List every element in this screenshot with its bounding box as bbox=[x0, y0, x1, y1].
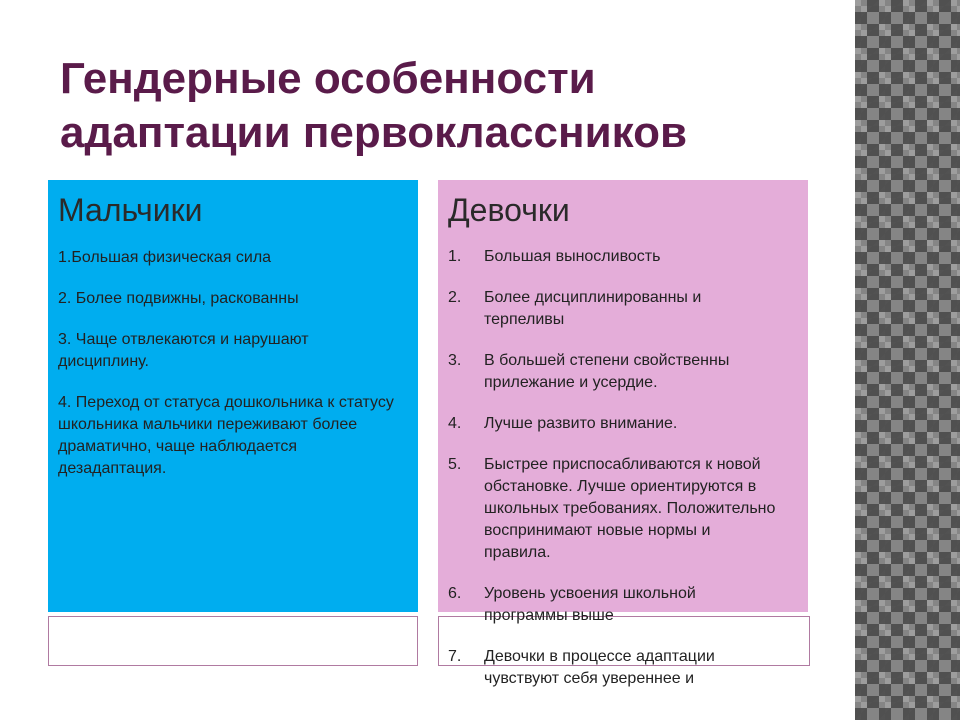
girls-item-text: Быстрее приспосабливаются к новой обстановке. Лучше ориентируются в школьных требованиях. Положительно воспринимают новые нормы и правила. bbox=[484, 456, 776, 561]
girls-item-text: Лучше развито внимание. bbox=[484, 415, 678, 432]
girls-item-text: В большей степени свойственны прилежание и усердие. bbox=[484, 352, 730, 391]
girls-heading: Девочки bbox=[448, 192, 570, 228]
girls-item-number: 3. bbox=[448, 352, 462, 369]
girls-item-number: 5. bbox=[448, 456, 462, 473]
boys-item-3: 3. Чаще отвлекаются и нарушают дисциплину. bbox=[58, 331, 309, 370]
girls-item-2 bbox=[448, 287, 778, 331]
girls-item-number: 1. bbox=[448, 248, 462, 265]
girls-item-text: Уровень усвоения школьной программы выше bbox=[484, 585, 696, 624]
boys-item-2: 2. Более подвижны, раскованны bbox=[58, 290, 299, 307]
boys-item-4: 4. Переход от статуса дошкольника к статусу школьника мальчики переживают более драматично, чаще наблюдается дезадаптация. bbox=[58, 394, 394, 477]
girls-item-text: Более дисциплинированны и терпеливы bbox=[484, 289, 702, 328]
boys-heading: Мальчики bbox=[58, 192, 203, 228]
girls-item-number: 4. bbox=[448, 415, 462, 432]
girls-item-number: 7. bbox=[448, 648, 462, 665]
boys-item-1: 1.Большая физическая сила bbox=[58, 249, 272, 266]
decorative-side-pattern bbox=[855, 0, 960, 720]
boys-empty-box bbox=[48, 616, 418, 666]
girls-item-1 bbox=[448, 246, 778, 268]
girls-item-text: Девочки в процессе адаптации чувствуют себя увереннее и bbox=[484, 648, 715, 687]
slide-title bbox=[60, 52, 840, 160]
slide-title-line-1: Гендерные особенности bbox=[60, 54, 596, 103]
girls-item-5 bbox=[448, 454, 778, 564]
girls-item-text: Большая выносливость bbox=[484, 248, 661, 265]
girls-item-4 bbox=[448, 413, 778, 435]
girls-list bbox=[448, 246, 778, 690]
girls-item-3 bbox=[448, 350, 778, 394]
slide-title-line-2: адаптации первоклассников bbox=[60, 108, 688, 157]
girls-item-number: 6. bbox=[448, 585, 462, 602]
boys-list bbox=[58, 247, 403, 499]
girls-item-number: 2. bbox=[448, 289, 462, 306]
girls-item-6 bbox=[448, 583, 778, 627]
girls-item-7 bbox=[448, 646, 778, 690]
